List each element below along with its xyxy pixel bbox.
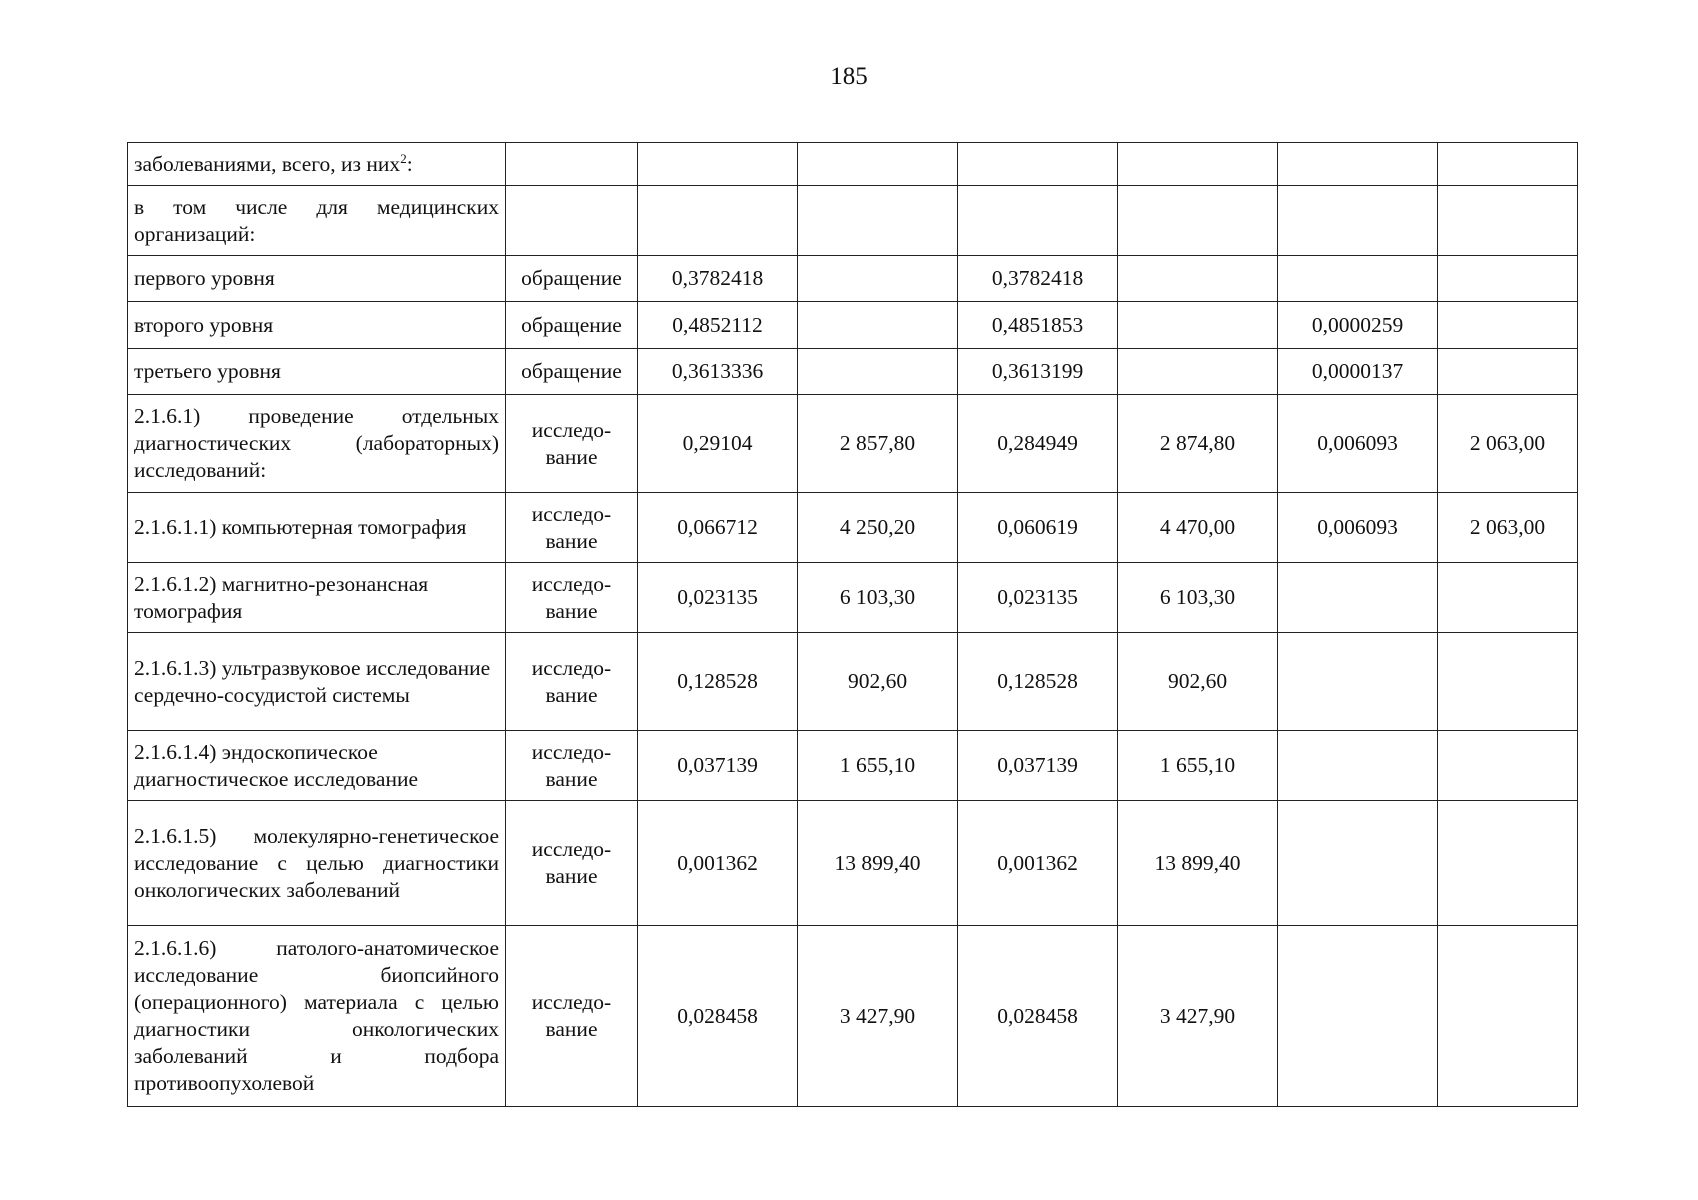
value-cell [1118, 256, 1278, 302]
table-row [128, 633, 1578, 731]
unit-cell: исследо-вание [506, 395, 638, 493]
value-cell: 3 427,90 [798, 926, 958, 1107]
row-label: третьего уровня [128, 349, 506, 395]
value-cell: 4 470,00 [1118, 493, 1278, 563]
row-label: 2.1.6.1.2) магнитно-резонансная томография [128, 563, 506, 633]
value-cell [798, 256, 958, 302]
table-row [128, 926, 1578, 1107]
value-cell [1278, 143, 1438, 186]
value-cell [1278, 256, 1438, 302]
row-label: 2.1.6.1.1) компьютерная томография [128, 493, 506, 563]
table-row [128, 143, 1578, 186]
value-cell [638, 143, 798, 186]
row-label: второго уровня [128, 302, 506, 349]
table-row [128, 801, 1578, 926]
value-cell: 902,60 [798, 633, 958, 731]
value-cell: 0,3782418 [638, 256, 798, 302]
unit-cell: обращение [506, 302, 638, 349]
value-cell [798, 302, 958, 349]
unit-cell: исследо-вание [506, 731, 638, 801]
row-label: 2.1.6.1) проведение отдельных диагностических (лабораторных) исследований: [128, 395, 506, 493]
table-row [128, 256, 1578, 302]
value-cell [1438, 256, 1578, 302]
page-number: 185 [830, 63, 868, 90]
value-cell [1278, 633, 1438, 731]
table-row [128, 349, 1578, 395]
value-cell [798, 349, 958, 395]
value-cell: 2 874,80 [1118, 395, 1278, 493]
unit-cell [506, 143, 638, 186]
value-cell: 2 063,00 [1438, 493, 1578, 563]
value-cell [1278, 186, 1438, 256]
value-cell [1278, 731, 1438, 801]
unit-cell: обращение [506, 349, 638, 395]
value-cell [1438, 143, 1578, 186]
table-row [128, 302, 1578, 349]
value-cell: 0,060619 [958, 493, 1118, 563]
value-cell: 6 103,30 [798, 563, 958, 633]
row-label: в том числе для медицинских организаций: [128, 186, 506, 256]
value-cell [1438, 731, 1578, 801]
value-cell: 0,037139 [638, 731, 798, 801]
value-cell [1278, 563, 1438, 633]
value-cell: 0,0000259 [1278, 302, 1438, 349]
value-cell [958, 143, 1118, 186]
value-cell [1118, 349, 1278, 395]
value-cell: 0,284949 [958, 395, 1118, 493]
value-cell: 0,006093 [1278, 493, 1438, 563]
value-cell [1118, 302, 1278, 349]
value-cell [1438, 633, 1578, 731]
value-cell: 0,128528 [638, 633, 798, 731]
table-row [128, 731, 1578, 801]
value-cell: 0,028458 [638, 926, 798, 1107]
data-table [127, 142, 1578, 1107]
value-cell: 0,037139 [958, 731, 1118, 801]
table-row [128, 563, 1578, 633]
value-cell: 0,4852112 [638, 302, 798, 349]
row-label: 2.1.6.1.3) ультразвуковое исследование сердечно-сосудистой системы [128, 633, 506, 731]
value-cell: 3 427,90 [1118, 926, 1278, 1107]
value-cell: 13 899,40 [798, 801, 958, 926]
unit-cell: исследо-вание [506, 801, 638, 926]
value-cell [1438, 349, 1578, 395]
value-cell: 4 250,20 [798, 493, 958, 563]
value-cell [958, 186, 1118, 256]
value-cell: 1 655,10 [1118, 731, 1278, 801]
row-label: 2.1.6.1.5) молекулярно-генетическое исследование с целью диагностики онкологических заболеваний [128, 801, 506, 926]
unit-cell: исследо-вание [506, 493, 638, 563]
table-row [128, 493, 1578, 563]
value-cell [1118, 186, 1278, 256]
value-cell: 6 103,30 [1118, 563, 1278, 633]
unit-cell: исследо-вание [506, 563, 638, 633]
table-row [128, 395, 1578, 493]
value-cell: 0,3782418 [958, 256, 1118, 302]
value-cell [1438, 563, 1578, 633]
value-cell [1118, 143, 1278, 186]
value-cell [1438, 186, 1578, 256]
value-cell: 0,29104 [638, 395, 798, 493]
value-cell: 0,028458 [958, 926, 1118, 1107]
value-cell: 0,006093 [1278, 395, 1438, 493]
value-cell [1278, 926, 1438, 1107]
value-cell: 0,023135 [638, 563, 798, 633]
value-cell [798, 186, 958, 256]
row-label: заболеваниями, всего, из них$^2$: [128, 143, 506, 186]
value-cell [1278, 801, 1438, 926]
unit-cell: исследо-вание [506, 926, 638, 1107]
value-cell: 2 857,80 [798, 395, 958, 493]
row-label: 2.1.6.1.4) эндоскопическое диагностическое исследование [128, 731, 506, 801]
value-cell: 0,023135 [958, 563, 1118, 633]
value-cell: 0,128528 [958, 633, 1118, 731]
value-cell: 0,3613336 [638, 349, 798, 395]
value-cell: 13 899,40 [1118, 801, 1278, 926]
unit-cell [506, 186, 638, 256]
row-label: 2.1.6.1.6) патолого-анатомическое исследование биопсийного (операционного) материала с целью диагностики онкологических заболеваний и подбора противоопухолевой [128, 926, 506, 1107]
value-cell [638, 186, 798, 256]
unit-cell: обращение [506, 256, 638, 302]
value-cell: 0,066712 [638, 493, 798, 563]
value-cell [1438, 302, 1578, 349]
row-label: первого уровня [128, 256, 506, 302]
value-cell: 902,60 [1118, 633, 1278, 731]
value-cell: 1 655,10 [798, 731, 958, 801]
unit-cell: исследо-вание [506, 633, 638, 731]
value-cell [1438, 926, 1578, 1107]
value-cell: 0,0000137 [1278, 349, 1438, 395]
table-row [128, 186, 1578, 256]
value-cell: 2 063,00 [1438, 395, 1578, 493]
value-cell [1438, 801, 1578, 926]
value-cell: 0,3613199 [958, 349, 1118, 395]
value-cell: 0,4851853 [958, 302, 1118, 349]
value-cell [798, 143, 958, 186]
value-cell: 0,001362 [638, 801, 798, 926]
value-cell: 0,001362 [958, 801, 1118, 926]
